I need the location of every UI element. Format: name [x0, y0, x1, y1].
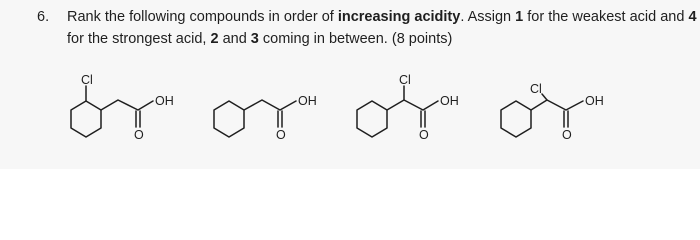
- question-line-1-part: increasing acidity: [337, 9, 461, 25]
- carbonyl-oxygen-label: O: [276, 128, 286, 142]
- side-chain: [101, 100, 153, 110]
- cyclohexane-ring: [501, 101, 531, 137]
- side-chain: [531, 100, 583, 110]
- question-line-1-part: 1: [515, 9, 524, 25]
- question-line-1-part: . Assign: [460, 9, 516, 25]
- question-block: [0, 7, 700, 51]
- question-line-1: [67, 7, 697, 27]
- compound-structures: [0, 56, 700, 169]
- question-line-2: [67, 29, 452, 49]
- question-line-1-part: Rank the following compounds in order of: [67, 9, 338, 25]
- question-number: 6.: [37, 9, 50, 25]
- compound-2: [214, 94, 317, 142]
- question-line-1-part: for the weakest acid and: [523, 9, 689, 25]
- carbonyl-oxygen-label: O: [419, 128, 429, 142]
- hydroxyl-label: OH: [298, 94, 317, 108]
- question-line-2-part: 3: [250, 31, 259, 47]
- cyclohexane-ring: [71, 101, 101, 137]
- chlorine-atom-label: Cl: [530, 82, 542, 96]
- question-line-2-part: for the strongest acid,: [67, 31, 211, 47]
- compound-4: [501, 82, 604, 142]
- chlorine-atom-label: Cl: [81, 73, 93, 87]
- cyclohexane-ring: [357, 101, 387, 137]
- question-line-1-part: 4: [688, 9, 697, 25]
- side-chain: [387, 100, 438, 110]
- question-line-2-part: and: [218, 31, 251, 47]
- compound-1: [71, 73, 174, 142]
- bond-chain-to-cl: [542, 94, 547, 100]
- question-line-2-part: 2: [210, 31, 219, 47]
- hydroxyl-label: OH: [155, 94, 174, 108]
- carbonyl-oxygen-label: O: [134, 128, 144, 142]
- structures-svg: [0, 56, 700, 169]
- cyclohexane-ring: [214, 101, 244, 137]
- compound-3: [357, 73, 459, 142]
- question-line-2-part: coming in between. (8 points): [258, 31, 453, 47]
- hydroxyl-label: OH: [440, 94, 459, 108]
- hydroxyl-label: OH: [585, 94, 604, 108]
- side-chain: [244, 100, 296, 110]
- carbonyl-oxygen-label: O: [562, 128, 572, 142]
- chlorine-atom-label: Cl: [399, 73, 411, 87]
